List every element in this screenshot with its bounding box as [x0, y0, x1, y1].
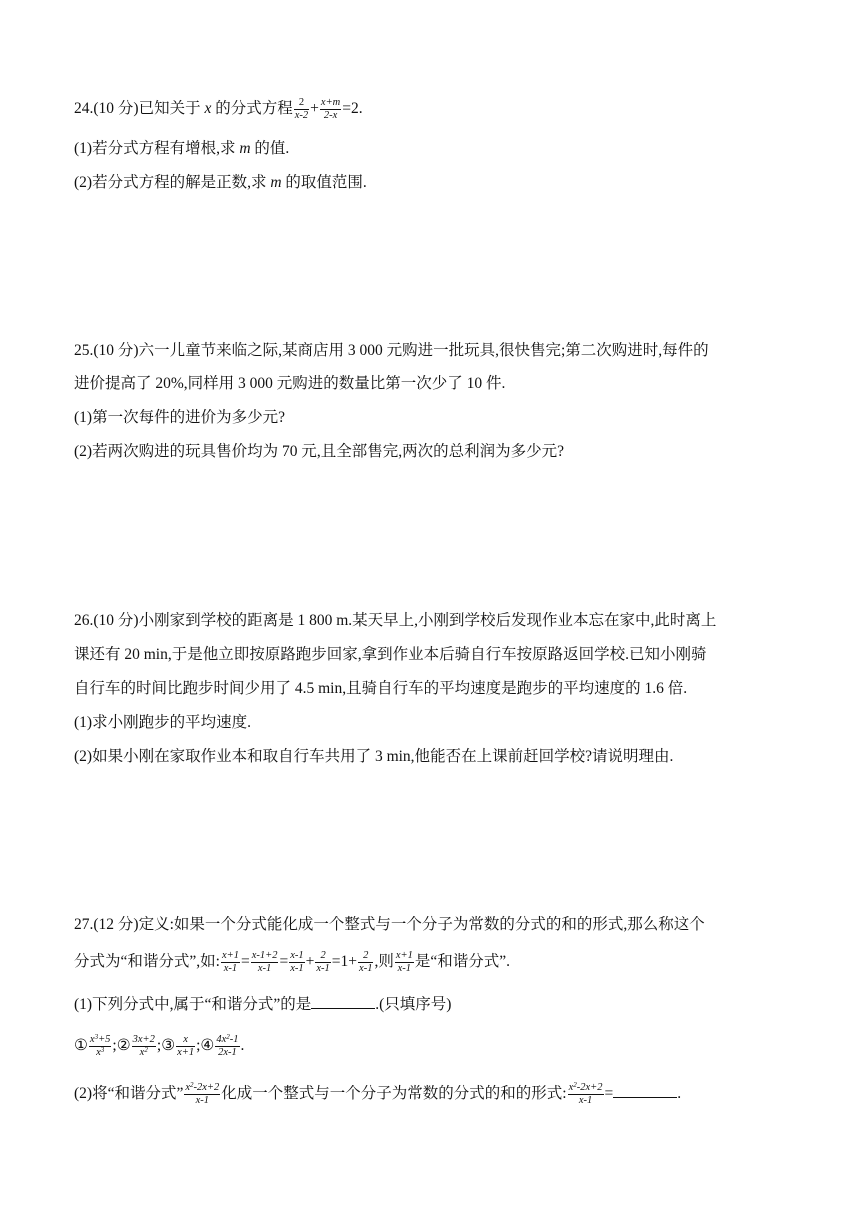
q27-part1: (1)下列分式中,属于“和谐分式”的是 .(只填序号) [74, 996, 452, 1013]
q27-example-fraction: $\frac{2}{x-1}$ [359, 950, 373, 974]
q24-var-x: x [204, 100, 212, 118]
q24-part1: (1)若分式方程有增根,求 m 的值. [74, 140, 290, 157]
q27-options: ① $\frac{x^3+5}{x^3}$ ;② $\frac{3x+2}{x^2}$ ;③ $\frac{x}{x+1}$ ;④ $\frac{4x^2-1}{2x-1}$ . [74, 1033, 245, 1058]
q24-mid: 的分式方程 [211, 100, 293, 118]
answer-blank-2[interactable] [613, 1083, 677, 1098]
q27-stem-line2: 分式为“和谐分式”,如: $\frac{x+1}{x-1}$ = $\frac{x-1+2}{x-1}$ = $\frac{x-1}{x-1}$ + $\frac{2}{x-1}$ =1+ $\frac{2}{x-1}$ ,则 $\frac{x+1}{x-1}$ 是“和谐分式”. [74, 950, 510, 974]
q27-option-4-fraction: $\frac{4x^2-1}{2x-1}$ [216, 1033, 239, 1058]
q27-example-fraction: $\frac{x+1}{x-1}$ [221, 950, 239, 974]
answer-blank-1[interactable] [311, 994, 375, 1009]
q26-stem-line3: 自行车的时间比跑步时间少用了 4.5 min,且骑自行车的平均速度是跑步的平均速度的 1.6 倍. [74, 680, 688, 697]
q27-example-fraction: $\frac{x-1+2}{x-1}$ [251, 950, 278, 974]
q26-stem-line2: 课还有 20 min,于是他立即按原路跑步回家,拿到作业本后骑自行车按原路返回学校.已知小刚骑 [74, 646, 707, 663]
q25-stem-line1: 25.(10 分)六一儿童节来临之际,某商店用 3 000 元购进一批玩具,很快售完;第二次购进时,每件的 [74, 342, 709, 359]
q27-part2-fraction: $\frac{x^2-2x+2}{x-1}$ [568, 1081, 603, 1106]
q24-suffix: =2. [342, 100, 363, 118]
q27-option-3-fraction: $\frac{x}{x+1}$ [177, 1034, 195, 1058]
q27-part2-fraction: $\frac{x^2-2x+2}{x-1}$ [185, 1081, 220, 1106]
q24-fraction-1: $\frac{2}{x-2}$ [294, 97, 309, 121]
q27-option-2-fraction: $\frac{3x+2}{x^2}$ [132, 1034, 155, 1058]
q24-prefix: 24.(10 分)已知关于 [74, 100, 205, 118]
q27-example-fraction: $\frac{2}{x-1}$ [316, 950, 330, 974]
q27-example-fraction: $\frac{x-1}{x-1}$ [290, 950, 304, 974]
q25-part2: (2)若两次购进的玩具售价均为 70 元,且全部售完,两次的总利润为多少元? [74, 443, 564, 460]
q27-option-1-fraction: $\frac{x^3+5}{x^3}$ [89, 1033, 111, 1058]
q24-fraction-2: $\frac{x+m}{2-x}$ [320, 97, 341, 121]
q24-plus: + [310, 100, 319, 118]
q24-stem [74, 97, 800, 122]
q24-part2: (2)若分式方程的解是正数,求 m 的取值范围. [74, 174, 367, 191]
q27-stem-line1: 27.(12 分)定义:如果一个分式能化成一个整式与一个分子为常数的分式的和的形式,那么称这个 [74, 916, 705, 933]
q26-part1: (1)求小刚跑步的平均速度. [74, 714, 251, 731]
q26-part2: (2)如果小刚在家取作业本和取自行车共用了 3 min,他能否在上课前赶回学校?请说明理由. [74, 748, 674, 765]
q27-part2: (2)将“和谐分式” $\frac{x^2-2x+2}{x-1}$ 化成一个整式与一个分子为常数的分式的和的形式: $\frac{x^2-2x+2}{x-1}$ = . [74, 1081, 682, 1106]
q26-stem-line1: 26.(10 分)小刚家到学校的距离是 1 800 m.某天早上,小刚到学校后发现作业本忘在家中,此时离上 [74, 612, 717, 629]
q25-part1: (1)第一次每件的进价为多少元? [74, 409, 285, 426]
q27-example-fraction: $\frac{x+1}{x-1}$ [395, 950, 413, 974]
q25-stem-line2: 进价提高了 20%,同样用 3 000 元购进的数量比第一次少了 10 件. [74, 375, 506, 392]
